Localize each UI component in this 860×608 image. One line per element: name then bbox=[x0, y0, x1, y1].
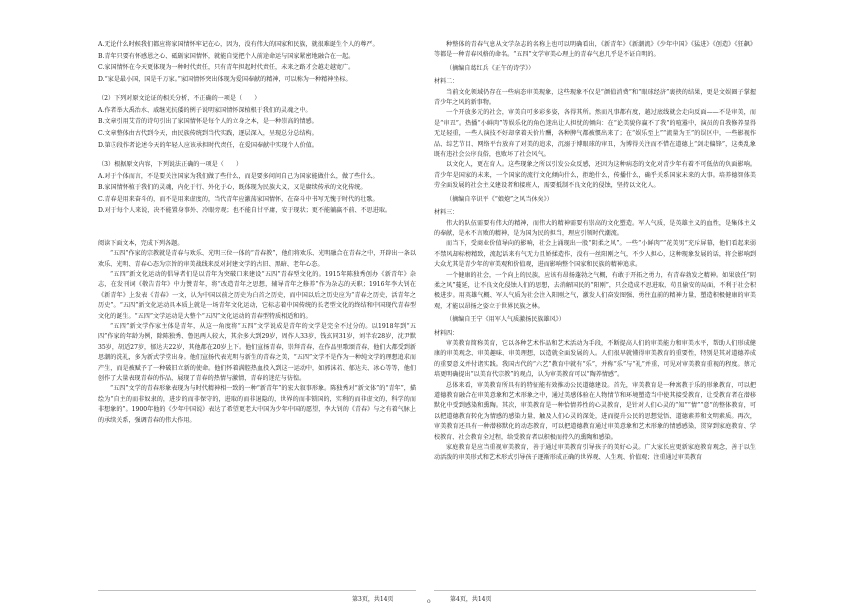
body-paragraph: 家庭教育是应当重视审美教育，善于通过审美教育引导孩子的美好心灵。广大家长应更新家庭教育观念，善于以生动活泼的审美形式和艺术形式引导孩子逐渐形成正确的世界观、人生观、价值观；注重通过审美教育 bbox=[434, 444, 756, 462]
q1-option-a: A.无论什么时候我们都应将家国情怀牢记在心，因为，没有伟大的国家和民族，就很难诞生个人的尊严。 bbox=[98, 41, 379, 48]
question-2-stem: （2）下列对原文论证的相关分析，不正确的一项是（ ） bbox=[98, 95, 261, 103]
right-page bbox=[430, 0, 860, 608]
source-citation: （摘编自葛红兵《正午的诗学》） bbox=[446, 64, 535, 72]
footer-rule bbox=[434, 590, 756, 591]
body-paragraph: 而当下，受商业价值导向的影响，社会上涌现出一股“阴柔之风”。一些“小鲜肉”“花美男”充斥屏幕，他们看起来弱不禁风却标榜精致，流起话来有气无力且娇揉造作，没有一丝阳刚之气，不少人担心，这种现象发展的话，将会影响到大众尤其是青少年的审美观和价值观，进而影响整个国家和民族的精神追求。 bbox=[434, 240, 756, 269]
page-number: 第4页，共14页 bbox=[450, 596, 492, 603]
q2-option-c: C.文章整体由古代到今天，由民族传统到当代实践，逐层深入，呈现总分总结构。 bbox=[98, 129, 318, 137]
q1-option-b: B.青年只要有怀感恩之心、砥砺家国情怀，就能自觉把个人前途命运与国家紧密地融合在一起。 bbox=[98, 52, 355, 60]
page-number: 第3页，共14页 bbox=[352, 596, 394, 603]
material-label: 材料二： bbox=[434, 78, 459, 86]
q3-option-a: A.对于个体而言，不是要关注国家为我们做了些什么，而是要多问问自己为国家能做什么，做了些什么。 bbox=[98, 172, 379, 180]
right-column bbox=[434, 40, 756, 464]
body-paragraph: “五四”作家的宗教就是青春与欢乐、光明三位一体的“青春教”，他们将欢乐、光明融合在青春之中，开辟出一条以欢乐、光明、青春心态为宗旨的审美战线来反对封建文学的古旧、黑暗、老年心态。 bbox=[98, 250, 416, 268]
body-paragraph: “五四”新文化运动的倡导者们是以青年为突破口来建设“五四”青春型文化的。1915年陈独秀创办《新青年》杂志，在发刊词《敬告青年》中力赞青年，将“改造青年之思想，辅导青年之修养”作为杂志的天职；1916年李大钊在《新青年》上发表《青春》一文，认为中国以前之历史为白首之历史，而中国以后之历史应为“青春之历史，活青年之历史”。“五四”新文化运动具本质上就是一场青年文化运动，它标志着中国传统的长老型文化的终结和中国现代青春型文化的诞生。“五四”文学运动是大整个“五四”文化运动的青春型特质相适和的。 bbox=[98, 270, 416, 320]
question-3-stem: （3）根据原文内容，下列说法正确的一项是（ ） bbox=[98, 160, 243, 168]
body-paragraph: 一个健康的社会，一个向上的民族，应该有昂扬蓬勃之气概，有敢于开拓之勇力，有青春勃发之精神。如果放任“阴柔之风”蔓延，让不良文化侵蚀人们的思想，去消解国民的“阳刚”，只会造成不思进取，苟且偷安的局面，不利于社会积极进步。用英雄气概、军人气质为社会注入阳刚之气，激发人们奋发图强、勇往直前的精神力量，塑造积极健康的审美观，才能以昂扬之姿立于世界民族之林。 bbox=[434, 271, 756, 310]
q1-option-d: D.“家是最小国，国是千万家。”家国情怀突出体现为爱国奉献的精神，可以称为一种精神坐标。 bbox=[98, 75, 352, 83]
binding-hole-mark: o bbox=[427, 598, 431, 605]
footer-rule bbox=[98, 590, 416, 591]
material-label: 材料四： bbox=[434, 329, 459, 337]
body-paragraph: 审美教育简称美育，它以各种艺术作品和艺术活动为手段，不断提高人们的审美能力和审美水平，帮助人们形成健康的审美观念、审美趣味、审美理想，以造就全面发展的人。人们很早就懂得审美教育的重要性，特别是其对道德养成的重要意义并付诸实践。我国古代的“六艺”教育中就有“乐”，并称“乐”与“礼”并重，可见对审美教育重视的程度。蔡元培更明确提出“以美育代宗教”的观点，认为审美教育可以“陶养情感”。 bbox=[434, 339, 756, 379]
q3-option-b: B.家国情怀植于我们的灵魂，内化于行、外化于心，既体现为民族大义，又是赓续传承的文化传统。 bbox=[98, 184, 367, 192]
body-paragraph: 总体来看，审美教育所具有的特征能有效推动公民道德建设。首先，审美教育是一种寓教于乐的形象教育，可以把道德教育融合在审美意象和艺术形象之中，通过美感体验在人物情节和环境塑造当中使其接受教育，让受教育者在潜移默化中受到感染和熏陶。其次，审美教育是一种恰情养性的心灵教育，是针对人们心灵的“知”“情”“意”的整体教育，可以把道德教育转化为情感的感染力量，触及人们心灵的深处，进而提升公民的思想觉悟、道德素养和文明素质。再次，审美教育还具有一种潜移默化的动态教育，可以把道德教育通过审美意象和艺术形象的情感感染，贯穿到家庭教育、学校教育、社会教育全过程，给受教育者以积极而持久的熏陶和感染。 bbox=[434, 381, 756, 441]
q3-option-c: C.青春是用来奋斗的，而不是用来虚度的，当代青年应激荡家国情怀，在奋斗中书写无愧于时代的壮歌。 bbox=[98, 195, 379, 203]
left-column bbox=[98, 40, 416, 426]
body-paragraph: 当前文化领域仍存在一些病态审美现象，这些现象不仅是“颜值消费”和“眼球经济”裹挟的结果，更是文娱圈子掌握青少年之风的新事物。 bbox=[434, 88, 756, 107]
q2-option-a: A.作者举大禹治水、戚继光抗倭的例子说明家国情怀深植根于我们的灵魂之中。 bbox=[98, 106, 312, 114]
q3-option-d: D.对于每个人来说，决不能置身事外、冷眼旁观；也不能自甘平庸，安于现状；更不能躺赢不前、不思进取。 bbox=[98, 207, 392, 215]
body-paragraph: 伟大的队伍需要有伟大的精神，而伟大的精神需要有崇高的文化塑造。军人气质，是英雄主义的血性，是集体主义的奉献，是永不言败的精神，是为国为民的担当，理应引领时代潮流。 bbox=[434, 219, 756, 237]
body-paragraph: 以文化人，更在育人。这些现象之所以引发公众反感，还因为这种病态的文化对青少年有着不可低估的负面影响。青少年是国家的未来，一个国家的流行文化倾向什么，拒绝什么，传播什么，确乎关系国家未来的大事。培养德智体美劳全面发展的社会主义建设者和接班人，需要抵制不良文化的侵蚀，坚持以文化人。 bbox=[434, 161, 756, 190]
material-label: 材料三： bbox=[434, 209, 459, 217]
source-citation: （摘编自王宁《用军人气质激扬民族雄风》） bbox=[446, 316, 565, 324]
source-citation: （摘编自辛识平《“娘炮”之风当休矣》） bbox=[446, 195, 553, 203]
reading-instruction: 阅读下面文本，完成下列各题。 bbox=[98, 239, 184, 247]
q1-option-c: C.家国情怀在今天更体现为一种时代责任，只有青年担起时代责任，未来之路才会越走越宽广。 bbox=[98, 64, 355, 72]
q2-option-b: B.文章引用艾青的诗句引出了家国情怀是每个人的立身之本，是一种崇高的情感。 bbox=[98, 118, 318, 126]
body-paragraph: “五四”文学的青春形象表现为与时代精神相一致的一种“新青年”的宏大叙事形象。陈独秀对“新文体”的“青年”，描绘为“自主的而非奴隶的，进步的而非保守的，进取的而非退隐的，世界的而非锁国的，实利的而非虚文的，科学的而非想象的”。1900年他的《少年中国说》表达了希望更老大中国为少年中国的愿望，李大钊的《青春》与之有着气脉上的承续关系，强调青春的伟大作用。 bbox=[98, 385, 416, 424]
body-paragraph: 一个开放多元的社会，审美自可多彩多姿，各得其所。然而凡事都有度，越过底线就会走向反面——不是审美，而是“审丑”。热播“小鲜肉”等娱乐化的角色迷出让人担忧的倾向：在“论美貌你赢不了我”的喧嚣中，演员的自我修养显得无足轻重，一些人演技不好却拿着天价片酬，各种脾气都被惯出来了；在“娱乐至上”“流量为王”的误区中，一些影视作品、综艺节目、网络平台放弃了对美的追求，沉溺于博眼球的审丑，为博得关注而不惜在道德上“剑走偏锋”，这类乱象既有违社会公序良俗，也败坏了社会风气。 bbox=[434, 109, 756, 159]
q2-option-d: D.第⑤段作者论述今天的年轻人应该承担时代责任，在爱国奉献中实现个人价值。 bbox=[98, 141, 318, 149]
body-paragraph: 种整体的青春气息从文学杂志的名称上也可以明确看出，《新青年》《新潮流》《少年中国》《猛进》《创造》《狂飙》等都是一种青春风格的命名。“五四”文学审美心理上的青春气息几乎是不证自明的。 bbox=[434, 41, 756, 59]
body-paragraph: “五四”新文学作家主体是青年，从这一角度将“五四”文学说成是青年的文学是完全不过分的。以1918年到“五四”作家的年龄为例，除陈独秀、鲁迅两人较大，其余多大到29岁，周作人33岁，钱玄同31岁，刘半农28岁，沈尹默35岁，胡适27岁，郁达夫22岁，其他都在20岁上下。他们宣扬青春，崇拜青春，在作品里歌颂青春，他们大都受到新思潮的洗礼，多为新式学堂出身。他们宣扬代表光明与新生的青春之美，“五四”文学不是作为一种纯文学的理想追求而产生，而是被赋予了一种破旧立新的使命。他们怀着满腔热血投入到这一运动中，如郭沫若、郁达夫、冰心等等，他们创作了大量表现青春的作品，展现了青春的热情与激情，青春的迷茫与彷徨。 bbox=[98, 323, 416, 383]
